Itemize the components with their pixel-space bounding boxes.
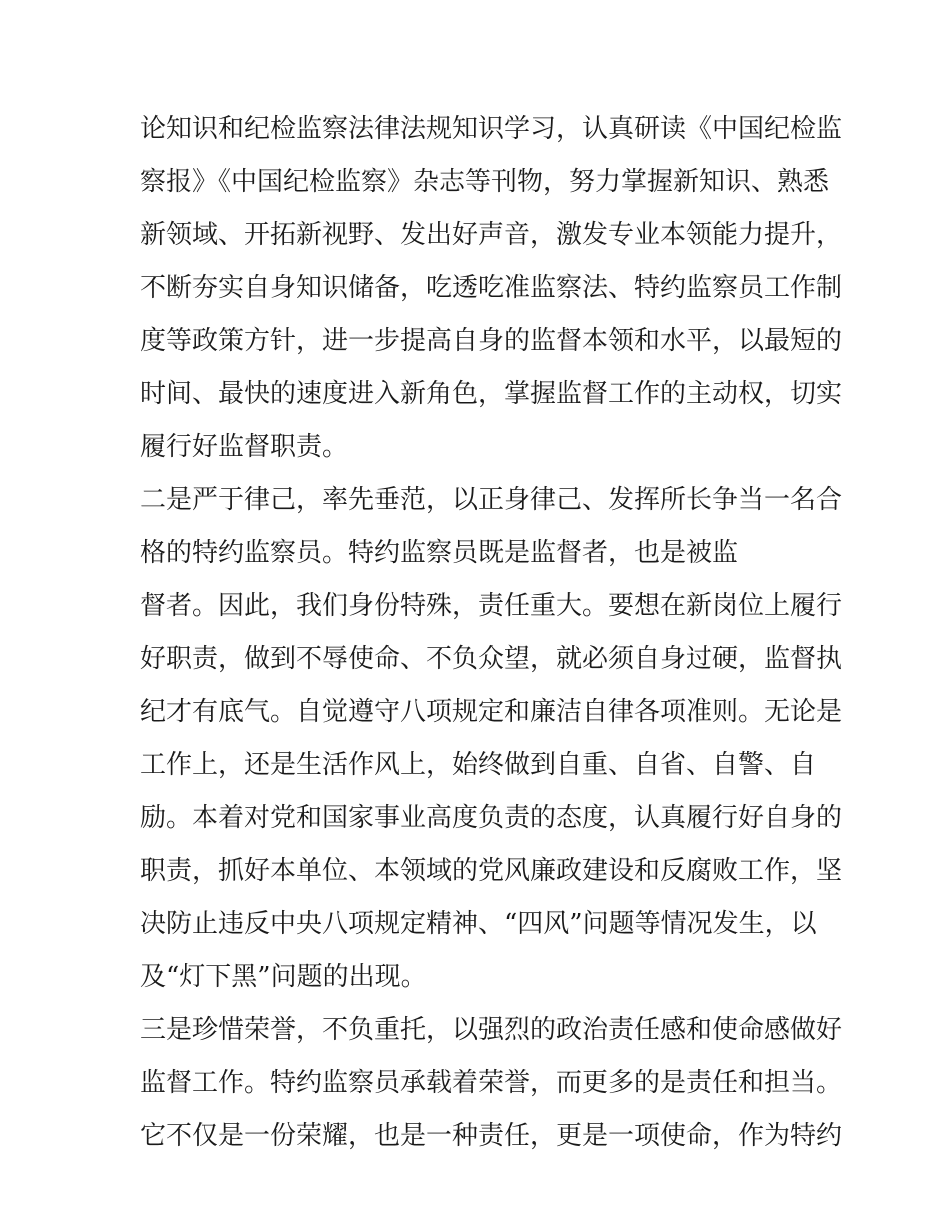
- text-line: 时间、最快的速度进入新角色，掌握监督工作的主动权，切实: [140, 379, 843, 409]
- text-line: 格的特约监察员。特约监察员既是监督者，也是被监: [140, 538, 739, 568]
- text-line: 工作上，还是生活作风上，始终做到自重、自省、自警、自: [140, 750, 817, 780]
- text-line: 督者。因此，我们身份特殊，责任重大。要想在新岗位上履行: [140, 591, 843, 621]
- text-line: 及“灯下黑”问题的出现。: [140, 962, 427, 992]
- text-line: 三是珍惜荣誉，不负重托，以强烈的政治责任感和使命感做好: [140, 1015, 843, 1045]
- text-line: 好职责，做到不辱使命、不负众望，就必须自身过硬，监督执: [140, 644, 843, 674]
- text-line: 察报》《中国纪检监察》杂志等刊物，努力掌握新知识、熟悉: [140, 167, 830, 197]
- text-line: 二是严于律己，率先垂范，以正身律己、发挥所长争当一名合: [140, 485, 843, 515]
- text-line: 职责，抓好本单位、本领域的党风廉政建设和反腐败工作，坚: [140, 856, 843, 886]
- text-line: 监督工作。特约监察员承载着荣誉，而更多的是责任和担当。: [140, 1068, 843, 1098]
- text-line: 履行好监督职责。: [140, 432, 349, 462]
- text-line: 不断夯实自身知识储备，吃透吃准监察法、特约监察员工作制: [140, 273, 843, 303]
- text-line: 新领域、开拓新视野、发出好声音，激发专业本领能力提升，: [140, 220, 843, 250]
- text-line: 励。本着对党和国家事业高度负责的态度，认真履行好自身的: [140, 803, 843, 833]
- text-line: 决防止违反中央八项规定精神、“四风”问题等情况发生，以: [140, 909, 817, 939]
- text-line: 纪才有底气。自觉遵守八项规定和廉洁自律各项准则。无论是: [140, 697, 843, 727]
- text-line: 度等政策方针，进一步提高自身的监督本领和水平，以最短的: [140, 326, 843, 356]
- text-line: 论知识和纪检监察法律法规知识学习，认真研读《中国纪检监: [140, 114, 843, 144]
- text-line: 它不仅是一份荣耀，也是一种责任，更是一项使命，作为特约: [140, 1121, 843, 1151]
